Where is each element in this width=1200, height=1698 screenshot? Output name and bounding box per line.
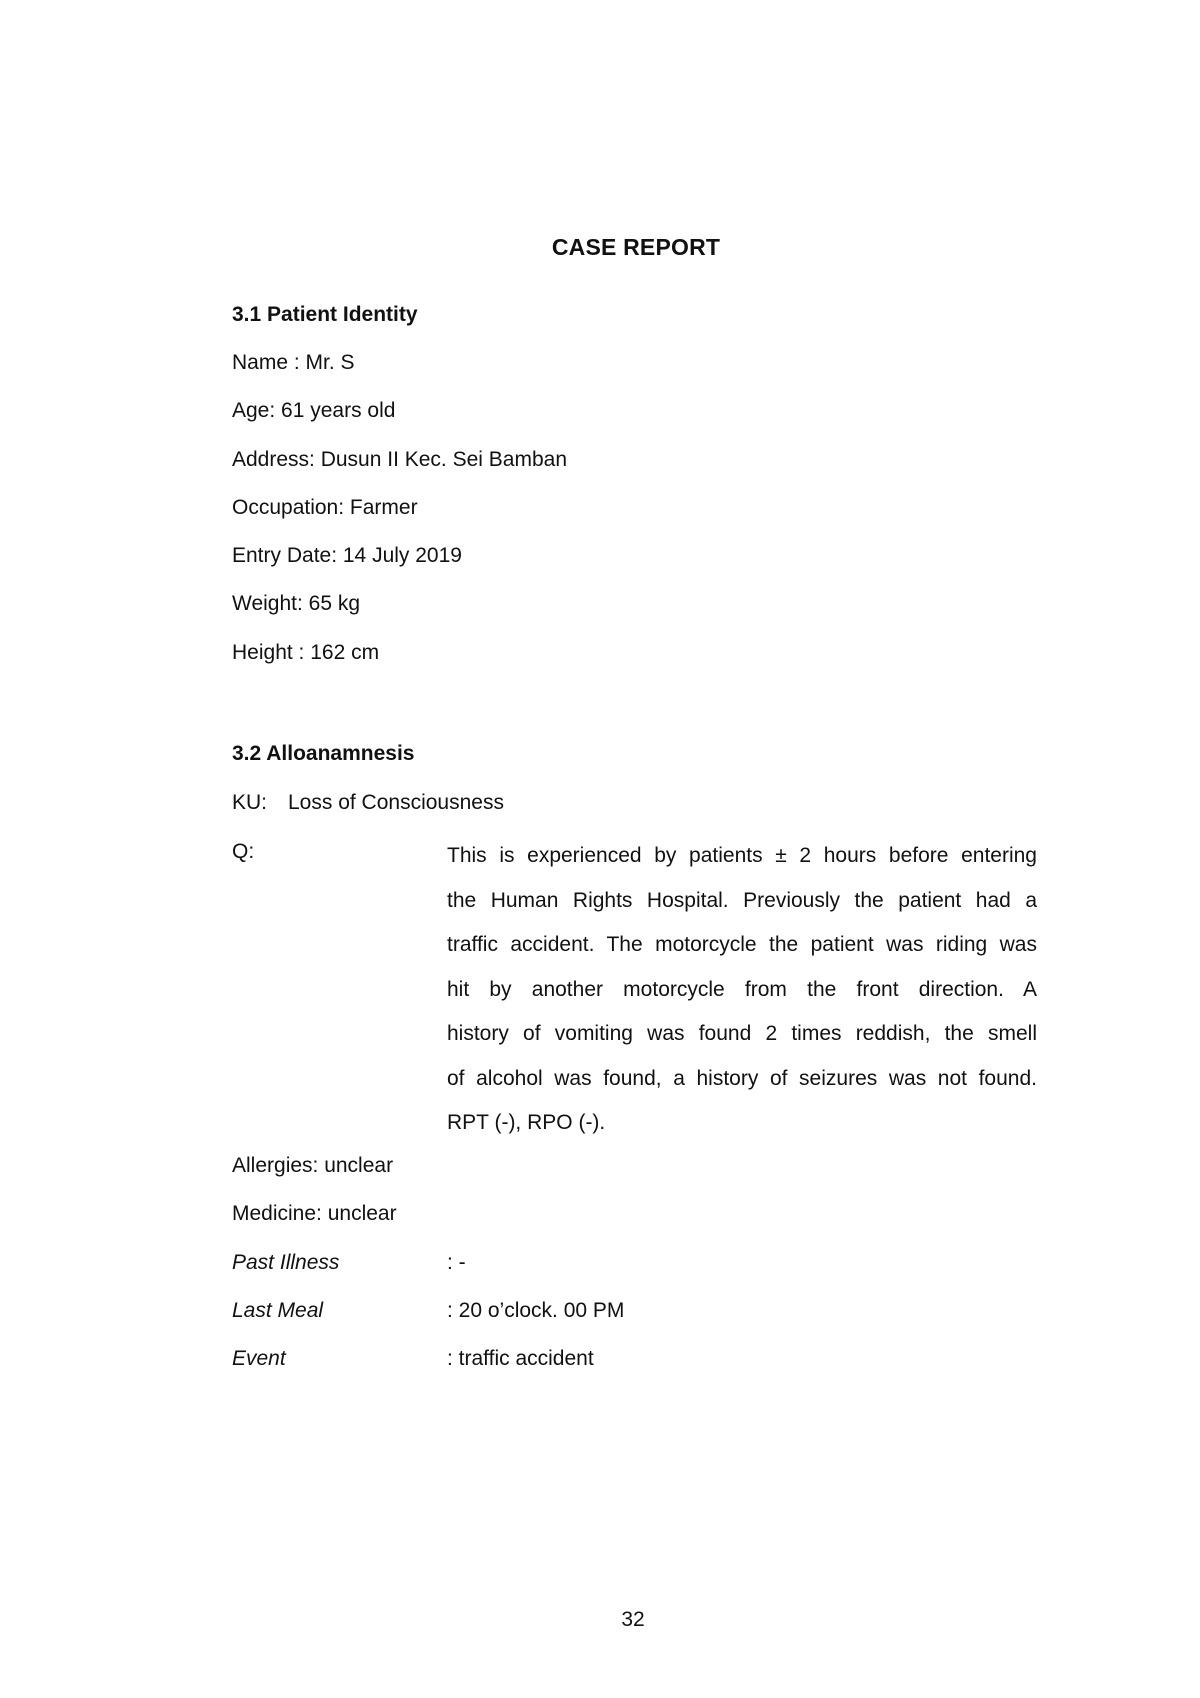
event-label: Event [232, 1347, 286, 1370]
page-title: CASE REPORT [551, 234, 721, 260]
past-illness-value: : - [447, 1251, 466, 1274]
patient-height: Height : 162 cm [232, 641, 380, 664]
patient-entry-date: Entry Date: 14 July 2019 [232, 544, 462, 567]
last-meal-label: Last Meal [232, 1299, 324, 1322]
q-line: hit by another motorcycle from the front direction. A [447, 977, 1037, 1001]
allergies: Allergies: unclear [232, 1154, 394, 1177]
patient-occupation: Occupation: Farmer [232, 496, 418, 519]
q-line: traffic accident. The motorcycle the patient was riding was [447, 933, 1037, 956]
event-value: : traffic accident [447, 1347, 594, 1370]
q-line: the Human Rights Hospital. Previously the patient had a [447, 888, 1037, 912]
q-line: history of vomiting was found 2 times reddish, the smell [447, 1022, 1037, 1045]
patient-age: Age: 61 years old [232, 399, 396, 422]
patient-address: Address: Dusun II Kec. Sei Bamban [232, 448, 568, 471]
page-number: 32 [621, 1608, 645, 1631]
patient-name: Name : Mr. S [232, 351, 355, 374]
last-meal-value: : 20 o’clock. 00 PM [447, 1299, 625, 1322]
q-paragraph [447, 834, 1037, 1146]
q-line: This is experienced by patients ± 2 hours before entering [447, 844, 1037, 867]
ku-label: KU: [232, 791, 268, 814]
past-illness-label: Past Illness [232, 1251, 340, 1274]
ku-value: Loss of Consciousness [288, 791, 504, 814]
q-line: of alcohol was found, a history of seizures was not found. [447, 1066, 1037, 1090]
section-heading-patient-identity: 3.1 Patient Identity [232, 303, 418, 326]
q-line: RPT (-), RPO (-). [447, 1111, 606, 1134]
patient-weight: Weight: 65 kg [232, 592, 361, 615]
section-heading-alloanamnesis: 3.2 Alloanamnesis [232, 742, 415, 765]
q-label: Q: [232, 840, 255, 863]
medicine: Medicine: unclear [232, 1202, 397, 1225]
